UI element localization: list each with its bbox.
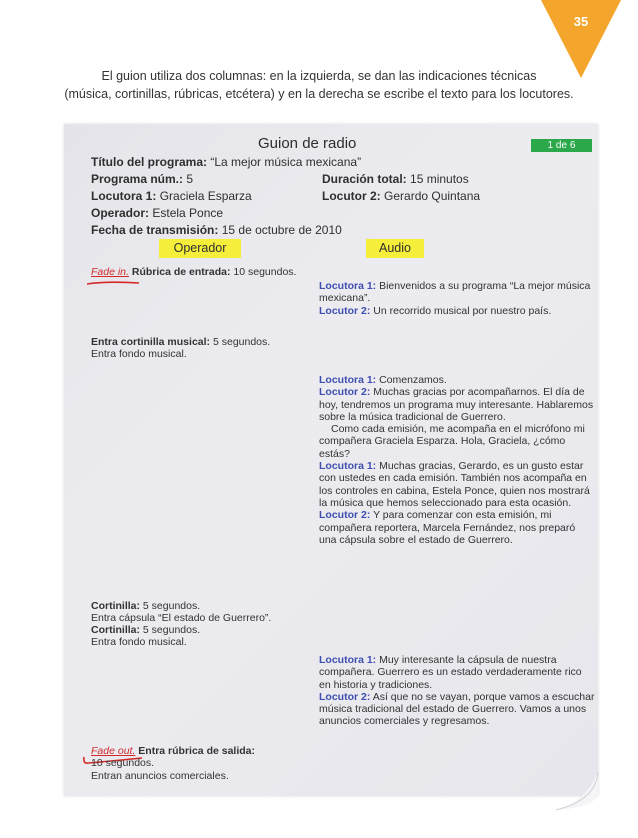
program-num-value: 5 <box>186 172 194 186</box>
rubrica-entrada-time: 10 segundos. <box>233 266 297 278</box>
rubrica-salida-label: Entra rúbrica de salida: <box>138 745 256 757</box>
audio-line <box>319 386 595 423</box>
page-counter-badge: 1 de 6 <box>531 139 592 152</box>
entra-cortinilla-time: 5 segundos. <box>212 336 271 348</box>
speaker-label: Locutor 2: <box>319 690 371 703</box>
entra-cortinilla-label: Entra cortinilla musical: <box>91 336 211 348</box>
audio-line <box>319 374 595 386</box>
locutora-value: Graciela Esparza <box>159 189 252 203</box>
cortinilla1-label: Cortinilla: <box>91 600 140 612</box>
cortinilla2-label: Cortinilla: <box>91 624 140 636</box>
speech-text: Comenzamos. <box>379 374 447 386</box>
operador-row <box>91 206 223 220</box>
fecha-label: Fecha de transmisión: <box>91 223 219 237</box>
op-anuncios-line: Entran anuncios comerciales. <box>91 770 229 782</box>
duration-label: Duración total: <box>322 172 407 186</box>
op-salida-time-line: 10 segundos. <box>91 757 155 769</box>
speech-text: Muchas gracias por acompañarnos. El día de hoy, tendremos un programa muy interesante. Hablaremos sobre la música tradicional de Guerrero. <box>319 386 594 423</box>
intro-line-2: (música, cortinillas, rúbricas, etcétera) y en la derecha se escribe el texto para los locutores. <box>64 87 574 101</box>
speaker-label: Locutor 2: <box>319 386 371 399</box>
op-fondo-line: Entra fondo musical. <box>91 348 187 360</box>
speech-text: Como cada emisión, me acompaña en el micrófono mi compañera Graciela Esparza. Hola, Graciela, ¿cómo estás? <box>319 423 585 460</box>
speech-text: Un recorrido musical por nuestro país. <box>373 304 552 317</box>
speech-text: Y para comenzar con esta emisión, mi compañera reportera, Marcela Fernández, nos preparó una cápsula sobre el estado de Guerrero. <box>319 509 576 546</box>
locutora-label: Locutora 1: <box>91 189 157 203</box>
audio-line <box>319 423 595 460</box>
speaker-label: Locutora 1: <box>319 460 377 473</box>
audio-line <box>319 460 595 509</box>
fecha-row <box>91 223 342 237</box>
op-cortinilla2-line <box>91 624 200 636</box>
speaker-label: Locutor 2: <box>319 509 371 522</box>
script-title: Guion de radio <box>258 135 357 152</box>
operador-value: Estela Ponce <box>152 206 224 220</box>
audio-line <box>319 509 595 546</box>
column-header-audio: Audio <box>366 239 424 258</box>
audio-line <box>319 691 595 728</box>
speaker-label: Locutora 1: <box>319 374 377 386</box>
locutora-row <box>91 189 252 203</box>
intro-line-1: El guion utiliza dos columnas: en la izquierda, se dan las indicaciones técnicas <box>101 69 537 83</box>
red-underline-mark <box>86 280 140 286</box>
fade-in-label: Fade in. <box>91 266 129 278</box>
audio-block-3 <box>319 654 595 728</box>
op-fondo2-line: Entra fondo musical. <box>91 636 187 648</box>
column-header-operador: Operador <box>159 239 241 258</box>
audio-block-1 <box>319 280 595 317</box>
program-title-row <box>91 155 361 169</box>
rubrica-entrada-label: Rúbrica de entrada: <box>131 266 231 278</box>
audio-line <box>319 654 595 691</box>
audio-line <box>319 305 595 317</box>
program-num-row <box>91 172 193 186</box>
locutor-row <box>322 189 480 203</box>
audio-block-2 <box>319 374 595 546</box>
op-fade-in-line <box>91 266 296 278</box>
cortinilla1-time: 5 segundos. <box>142 600 201 612</box>
op-cortinilla1-line <box>91 600 200 612</box>
locutor-label: Locutor 2: <box>322 189 381 203</box>
locutor-value: Gerardo Quintana <box>384 189 481 203</box>
speech-text: Bienvenidos a su programa “La mejor música mexicana”. <box>319 280 591 305</box>
duration-row <box>322 172 469 186</box>
speaker-label: Locutora 1: <box>319 654 377 666</box>
fade-out-label: Fade out. <box>91 745 136 757</box>
program-title-value: “La mejor música mexicana” <box>210 155 362 169</box>
audio-line <box>319 280 595 305</box>
speaker-label: Locutor 2: <box>319 304 371 317</box>
page-number: 35 <box>573 14 589 29</box>
fecha-value: 15 de octubre de 2010 <box>221 223 342 237</box>
speech-text: Muchas gracias, Gerardo, es un gusto estar con ustedes en cada emisión. También nos acompaña en los controles en cabina, Estela Ponce, quien nos mostrará la música que hemos seleccionado para esta ocasión. <box>319 460 590 509</box>
duration-value: 15 minutos <box>410 172 469 186</box>
op-cortinilla-line <box>91 336 270 348</box>
program-num-label: Programa núm.: <box>91 172 184 186</box>
program-title-label: Título del programa: <box>91 155 208 169</box>
speaker-label: Locutora 1: <box>319 280 377 292</box>
speech-text: Así que no se vayan, porque vamos a escuchar música tradicional del estado de Guerrero. Vamos a unos anuncios comerciales y regresamos. <box>319 690 595 728</box>
cortinilla2-time: 5 segundos. <box>142 624 201 636</box>
speech-text: Muy interesante la cápsula de nuestra compañera. Guerrero es un estado verdaderamente rico en historia y tradiciones. <box>319 654 582 691</box>
op-capsula-line: Entra cápsula “El estado de Guerrero”. <box>91 612 272 624</box>
operador-label: Operador: <box>91 206 150 220</box>
